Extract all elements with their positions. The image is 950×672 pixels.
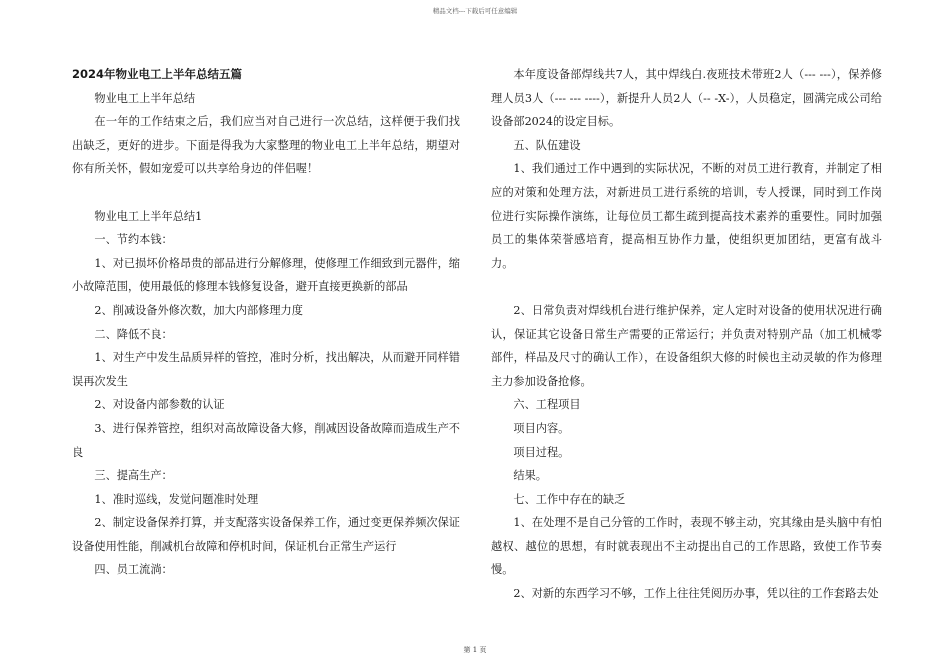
page-footer: 第 1 页 [463,646,487,654]
blank-line [72,181,460,205]
paragraph: 项目内容。 [513,421,570,435]
section-heading: 物业电工上半年总结1 [94,209,203,223]
paragraph: 2、对新的东西学习不够，工作上往往凭阅历办事，凭以往的工作套路去处 [513,587,879,601]
section-heading: 六、工程项目 [513,398,581,412]
paragraph: 1、在处理不是自己分管的工作时，表现不够主动，究其缘由是头脑中有怕越权、越位的思想，有时就表现出不主动提出自己的工作思路，致使工作节奏慢。 [491,516,882,577]
paragraph: 2、削减设备外修次数，加大内部修理力度 [94,303,303,317]
paragraph: 1、对已损坏价格昂贵的部品进行分解修理，使修理工作细致到元器件，缩小故障范围，使用最低的修理本钱修复设备，避开直接更换新的部品 [72,256,460,294]
paragraph: 在一年的工作结束之后，我们应当对自己进行一次总结，这样便于我们找出缺乏，更好的进步。下面是得我为大家整理的物业电工上半年总结，期望对你有所关怀，假如宠爱可以共享给身边的伴侣喔！ [72,115,460,176]
paragraph: 1、准时巡线，发觉问题准时处理 [94,492,259,506]
paragraph: 2、对设备内部参数的认证 [94,398,225,412]
paragraph: 1、对生产中发生品质异样的管控，准时分析，找出解决，从而避开同样错误再次发生 [72,351,460,388]
paragraph: 物业电工上半年总结 [94,91,196,105]
paragraph: 结果。 [513,469,547,483]
section-heading: 二、降低不良： [94,327,173,341]
paragraph: 3、进行保养管控，组织对高故障设备大修，削减因设备故障而造成生产不良 [72,421,460,459]
section-heading: 五、队伍建设 [513,138,581,152]
paragraph: 本年度设备部焊线共7人，其中焊线白.夜班技术带班2人（--- ---），保养修理人员3人（--- --- ----），新提升人员2人（-- -X-），人员稳定，圆满完成公司给设备部2024的设定目标。 [491,68,882,129]
paragraph: 2、日常负责对焊线机台进行维护保养，定人定时对设备的使用状况进行确认，保证其它设备日常生产需要的正常运行；并负责对特别产品（加工机械零部件，样品及尺寸的确认工作），在设备组织大修的时候也主动灵敏的作为修理主力参加设备抢修。 [491,303,882,388]
section-heading: 七、工作中存在的缺乏 [513,492,626,506]
paragraph: 2、制定设备保养打算，并支配落实设备保养工作，通过变更保养频次保证设备使用性能，削减机台故障和停机时间，保证机台正常生产运行 [72,516,460,553]
right-column [491,63,882,606]
section-heading: 一、节约本钱： [94,233,173,247]
blank-line [491,275,882,299]
section-heading: 三、提高生产： [94,469,173,483]
document-title: 2024年物业电工上半年总结五篇 [72,67,243,81]
paragraph: 项目过程。 [513,445,570,459]
paragraph: 1、我们通过工作中遇到的实际状况，不断的对员工进行教育，并制定了相应的对策和处理方法，对新进员工进行系统的培训，专人授课，同时到工作岗位进行实际操作演练，让每位员工都生疏到提高技术素养的重要性。同时加强员工的集体荣誉感培育，提高相互协作力量，使组织更加团结，更富有战斗力。 [491,162,882,270]
page-header: 精品文档---下载后可任意编辑 [432,7,518,15]
left-column [72,63,460,582]
section-heading: 四、员工流淌： [94,563,173,577]
